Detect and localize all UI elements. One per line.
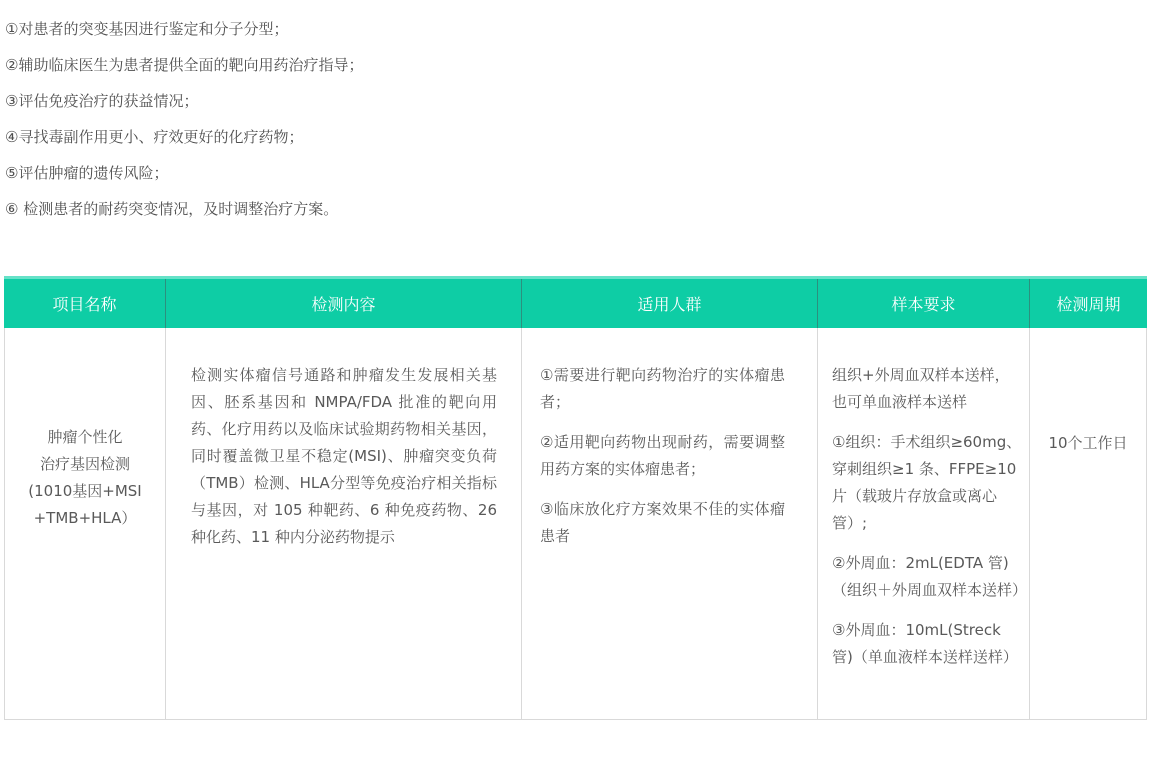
table-header-row [4, 276, 1147, 328]
cell-turnaround-time [1030, 328, 1146, 719]
project-name-line: +TMB+HLA） [33, 509, 137, 527]
header-cell-test-content: 检测内容 [166, 279, 522, 328]
sample-item: ③外周血：10mL(Streck 管)（单血液样本送样送样） [832, 621, 1018, 666]
intro-item-3: ③评估免疫治疗的获益情况； [5, 92, 199, 110]
table-row [4, 328, 1147, 720]
population-item: ③临床放化疗方案效果不佳的实体瘤患者 [540, 500, 785, 545]
header-cell-sample-requirements: 样本要求 [818, 279, 1030, 328]
intro-item-2: ②辅助临床医生为患者提供全面的靶向用药治疗指导； [5, 56, 364, 74]
sample-item: 组织+外周血双样本送样，也可单血液样本送样 [832, 366, 1010, 411]
cell-project-name [5, 328, 166, 719]
header-cell-applicable-population: 适用人群 [522, 279, 818, 328]
sample-item: ②外周血：2mL(EDTA 管)（组织＋外周血双样本送样） [832, 554, 1028, 599]
project-name-line: (1010基因+MSI [28, 482, 142, 500]
intro-item-6: ⑥ 检测患者的耐药突变情况，及时调整治疗方案。 [5, 200, 339, 218]
population-item: ①需要进行靶向药物治疗的实体瘤患者； [540, 366, 785, 411]
cell-test-content [166, 328, 522, 719]
project-name-line: 肿瘤个性化 [47, 428, 123, 446]
intro-item-1: ①对患者的突变基因进行鉴定和分子分型； [5, 20, 289, 38]
sample-item: ①组织：手术组织≥60mg、穿刺组织≥1 条、FFPE≥10 片（载玻片存放盒或离心管）; [832, 433, 1022, 532]
population-item: ②适用靶向药物出现耐药，需要调整用药方案的实体瘤患者； [540, 433, 785, 478]
turnaround-time-text: 10个工作日 [1048, 434, 1128, 452]
cell-sample-requirements [818, 328, 1030, 719]
gene-test-table [4, 276, 1147, 720]
header-cell-project-name: 项目名称 [4, 279, 166, 328]
intro-item-4: ④寻找毒副作用更小、疗效更好的化疗药物； [5, 128, 304, 146]
header-cell-turnaround-time: 检测周期 [1056, 295, 1121, 314]
project-name-line: 治疗基因检测 [39, 455, 130, 473]
test-content-text: 检测实体瘤信号通路和肿瘤发生发展相关基因、胚系基因和 NMPA/FDA 批准的靶向用药、化疗用药以及临床试验期药物相关基因，同时覆盖微卫星不稳定(MSI)、肿瘤突变负荷（TMB）检测、HLA分型等免疫治疗相关指标与基因，对 105 种靶药、6 种免疫药物、26 种化药、11 种内分泌药物提示 [191, 366, 497, 546]
cell-applicable-population [522, 328, 818, 719]
intro-item-5: ⑤评估肿瘤的遗传风险； [5, 164, 169, 182]
intro-list [5, 11, 363, 227]
